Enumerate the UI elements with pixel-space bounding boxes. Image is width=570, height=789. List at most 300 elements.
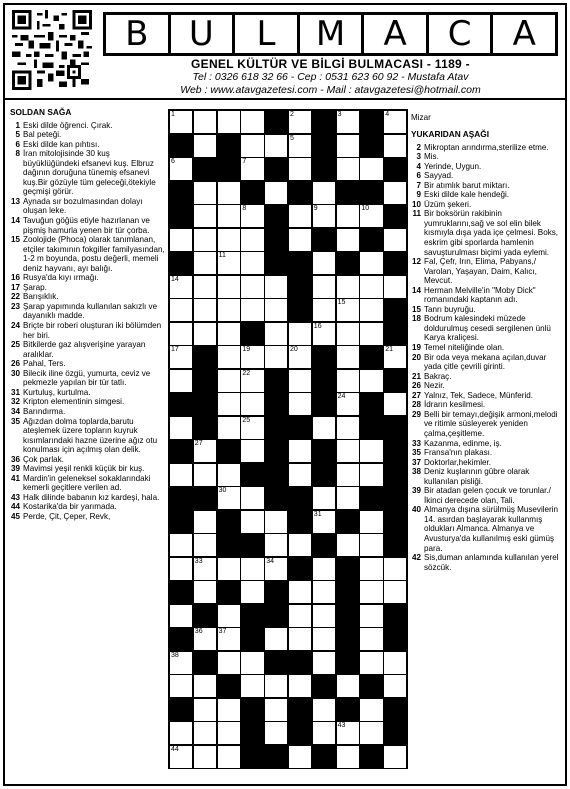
- grid-cell[interactable]: [240, 298, 264, 322]
- grid-cell-black: [288, 275, 312, 299]
- web-mail-line: Web : www.atavgazetesi.com - Mail : atavgazetesi@hotmail.com: [180, 84, 481, 96]
- grid-cell[interactable]: [169, 721, 193, 745]
- grid-cell[interactable]: [312, 557, 336, 581]
- grid-cell[interactable]: [169, 674, 193, 698]
- grid-cell[interactable]: [264, 557, 288, 581]
- across-clue: [10, 216, 166, 235]
- down-clue: [411, 439, 561, 449]
- grid-cell[interactable]: [217, 557, 241, 581]
- clue-text: Barındırma.: [23, 406, 66, 416]
- grid-cell[interactable]: [288, 157, 312, 181]
- grid-cell[interactable]: [383, 134, 407, 158]
- clue-text: Kurtuluş, kurtulma.: [23, 387, 91, 397]
- grid-cell[interactable]: [359, 627, 383, 651]
- grid-cell[interactable]: [359, 439, 383, 463]
- clue-number: 18: [411, 314, 421, 324]
- down-clue: [411, 448, 561, 458]
- grid-cell[interactable]: [240, 557, 264, 581]
- grid-cell[interactable]: [193, 745, 217, 769]
- grid-cell-black: [359, 416, 383, 440]
- grid-cell[interactable]: [383, 557, 407, 581]
- grid-cell-black: [240, 604, 264, 628]
- grid-cell[interactable]: [288, 533, 312, 557]
- clue-number: 26: [10, 359, 20, 369]
- grid-cell[interactable]: [288, 604, 312, 628]
- grid-cell[interactable]: [312, 627, 336, 651]
- grid-cell[interactable]: [193, 463, 217, 487]
- grid-cell-black: [288, 651, 312, 675]
- grid-cell[interactable]: [169, 369, 193, 393]
- across-clue-list: [10, 121, 166, 522]
- grid-cell[interactable]: [217, 228, 241, 252]
- clue-number: 39: [411, 486, 421, 496]
- grid-cell-black: [169, 204, 193, 228]
- cell-number: 14: [171, 275, 179, 283]
- down-clue: [411, 257, 561, 286]
- grid-cell[interactable]: [169, 322, 193, 346]
- grid-cell[interactable]: [359, 557, 383, 581]
- grid-cell-black: [169, 392, 193, 416]
- grid-cell[interactable]: [264, 181, 288, 205]
- down-clue: [411, 286, 561, 305]
- clue-number: 19: [411, 343, 421, 353]
- grid-cell[interactable]: [169, 228, 193, 252]
- cell-number: 25: [242, 416, 251, 424]
- clue-text: Bilecik iline özgü, yumurta, ceviz ve pekmezle yapılan bir tür tatlı.: [23, 368, 151, 388]
- grid-cell[interactable]: [312, 698, 336, 722]
- grid-cell[interactable]: [359, 298, 383, 322]
- cell-number: 5: [290, 134, 294, 142]
- grid-cell[interactable]: [336, 345, 360, 369]
- grid-cell[interactable]: [169, 463, 193, 487]
- cell-number: 22: [242, 369, 251, 377]
- grid-cell[interactable]: [336, 110, 360, 134]
- grid-cell-black: [383, 533, 407, 557]
- grid-cell[interactable]: [383, 392, 407, 416]
- grid-cell[interactable]: [240, 134, 264, 158]
- grid-cell[interactable]: [336, 392, 360, 416]
- grid-cell[interactable]: [312, 721, 336, 745]
- clue-number: 13: [10, 196, 20, 206]
- grid-cell-black: [193, 369, 217, 393]
- grid-cell[interactable]: [193, 298, 217, 322]
- grid-cell[interactable]: [359, 604, 383, 628]
- clue-number: 29: [411, 409, 421, 419]
- grid-cell[interactable]: [217, 698, 241, 722]
- grid-cell[interactable]: [264, 134, 288, 158]
- clue-number: 43: [10, 492, 20, 502]
- clue-text: Sayyad.: [424, 171, 454, 181]
- down-clue: [411, 200, 561, 210]
- grid-cell[interactable]: [359, 580, 383, 604]
- grid-cell[interactable]: [169, 533, 193, 557]
- clue-text: Bakraç.: [424, 371, 452, 381]
- grid-cell[interactable]: [240, 510, 264, 534]
- clue-text: Kazanma, edinme, iş.: [424, 438, 502, 448]
- grid-cell[interactable]: [312, 298, 336, 322]
- grid-cell[interactable]: [288, 674, 312, 698]
- grid-cell-black: [383, 486, 407, 510]
- grid-cell-black: [312, 134, 336, 158]
- grid-cell[interactable]: [169, 604, 193, 628]
- grid-cell[interactable]: [359, 157, 383, 181]
- clue-text: Aynada sır bozulmasından dolayı oluşan leke.: [23, 196, 143, 216]
- clue-text: Rusya'da kıyı ırmağı.: [23, 273, 99, 283]
- grid-cell[interactable]: [383, 651, 407, 675]
- grid-cell[interactable]: [359, 251, 383, 275]
- grid-cell[interactable]: [169, 745, 193, 769]
- grid-cell[interactable]: [264, 627, 288, 651]
- grid-cell[interactable]: [217, 604, 241, 628]
- down-clue: [411, 486, 561, 505]
- cell-number: 20: [290, 346, 298, 353]
- grid-cell[interactable]: [217, 392, 241, 416]
- across-clue: [10, 283, 166, 293]
- clue-number: 7: [416, 180, 421, 190]
- grid-cell[interactable]: [383, 228, 407, 252]
- grid-cell-black: [312, 228, 336, 252]
- grid-cell[interactable]: [288, 345, 312, 369]
- clue-number: 30: [10, 368, 20, 378]
- clue-number: 3: [416, 152, 421, 162]
- grid-cell[interactable]: [336, 416, 360, 440]
- grid-cell[interactable]: [359, 275, 383, 299]
- cell-number: 43: [337, 722, 346, 729]
- grid-cell[interactable]: [217, 275, 241, 299]
- grid-cell-black: [217, 157, 241, 181]
- clue-text: Eski dilde kan pıhtısı.: [23, 139, 100, 149]
- grid-cell-black: [336, 604, 360, 628]
- grid-cell[interactable]: [193, 674, 217, 698]
- grid-cell[interactable]: [169, 110, 193, 134]
- grid-cell[interactable]: [312, 651, 336, 675]
- grid-cell[interactable]: [217, 627, 241, 651]
- grid-cell[interactable]: [312, 204, 336, 228]
- across-clues-column: [10, 108, 166, 522]
- puzzle-subtitle: GENEL KÜLTÜR VE BİLGİ BULMACASI - 1189 -: [191, 57, 470, 71]
- grid-cell[interactable]: [288, 627, 312, 651]
- crossword-grid: [168, 109, 408, 769]
- grid-cell[interactable]: [193, 228, 217, 252]
- grid-cell[interactable]: [288, 369, 312, 393]
- grid-cell[interactable]: [359, 698, 383, 722]
- grid-cell[interactable]: [193, 181, 217, 205]
- grid-cell[interactable]: [359, 651, 383, 675]
- grid-cell[interactable]: [264, 533, 288, 557]
- grid-cell-black: [312, 674, 336, 698]
- cell-number: 38: [171, 651, 179, 659]
- down-clue: [411, 400, 561, 410]
- grid-cell[interactable]: [383, 345, 407, 369]
- clue-number: 5: [15, 130, 20, 140]
- grid-cell[interactable]: [240, 486, 264, 510]
- grid-cell[interactable]: [312, 322, 336, 346]
- clue-number: 27: [411, 390, 421, 400]
- grid-cell[interactable]: [288, 204, 312, 228]
- grid-cell[interactable]: [169, 275, 193, 299]
- grid-cell[interactable]: [336, 275, 360, 299]
- grid-cell[interactable]: [383, 181, 407, 205]
- clue-text: Fal, Çefr, Irın, Elima, Pabyans,/ Varolan, Yaşayan, Daim, Kalıcı, Mevcut.: [424, 257, 537, 286]
- grid-cell-black: [359, 228, 383, 252]
- grid-cell-black: [312, 533, 336, 557]
- grid-cell[interactable]: [217, 204, 241, 228]
- across-clue: [10, 140, 166, 150]
- grid-cell[interactable]: [264, 721, 288, 745]
- grid-cell[interactable]: [240, 157, 264, 181]
- grid-cell[interactable]: [193, 533, 217, 557]
- grid-cell[interactable]: [240, 369, 264, 393]
- grid-cell[interactable]: [383, 745, 407, 769]
- clue-text: İran mitolojisinde 30 kuş büyüklüğündeki efsanevi kuş. Elbruz dağının doruğuna tünemiş efsanevi kuş.Bir gözüyle tüm geleceği,ötekiyle geçmişi görür.: [23, 149, 156, 197]
- grid-cell[interactable]: [169, 345, 193, 369]
- clue-number: 44: [10, 502, 20, 512]
- grid-cell-black: [169, 181, 193, 205]
- grid-cell[interactable]: [336, 721, 360, 745]
- cell-number: 15: [337, 299, 346, 306]
- grid-cell[interactable]: [359, 322, 383, 346]
- across-clue: [10, 149, 166, 197]
- clue-number: 14: [10, 216, 20, 226]
- grid-cell[interactable]: [359, 204, 383, 228]
- grid-cell-black: [217, 674, 241, 698]
- grid-cell[interactable]: [336, 322, 360, 346]
- grid-cell[interactable]: [169, 298, 193, 322]
- grid-cell[interactable]: [312, 604, 336, 628]
- clue-text: Zoolojide (Phoca) olarak tanımlanan, etçiler takımının fokgiller familyasından, 1-2 m boyunda, postu değerli, memeli deniz hayvanı, ayı balığı.: [23, 235, 165, 273]
- clue-number: 31: [10, 387, 20, 397]
- grid-cell[interactable]: [336, 298, 360, 322]
- grid-cell-black: [169, 486, 193, 510]
- grid-cell[interactable]: [193, 557, 217, 581]
- across-clue: [10, 407, 166, 417]
- grid-cell[interactable]: [288, 439, 312, 463]
- grid-cell[interactable]: [288, 463, 312, 487]
- grid-cell[interactable]: [336, 157, 360, 181]
- grid-cell[interactable]: [359, 721, 383, 745]
- grid-cell[interactable]: [193, 510, 217, 534]
- grid-cell-black: [264, 604, 288, 628]
- clue-text: Herman Melville'in "Moby Dick" romanındaki kaptanın adı.: [424, 285, 536, 305]
- grid-cell[interactable]: [312, 181, 336, 205]
- grid-cell-black: [264, 745, 288, 769]
- grid-cell[interactable]: [359, 463, 383, 487]
- clue-text: Bir oda veya mekana açılan,duvar yada çitle çevrili girinti.: [424, 352, 547, 372]
- grid-cell[interactable]: [217, 345, 241, 369]
- clue-text: Tavuğun göğüs etiyle hazırlanan ve pişmiş hamurla yenen bir tür çorba.: [23, 216, 150, 235]
- clue-text: Barışıklık.: [23, 292, 59, 302]
- clue-text: Üzüm şekeri.: [424, 199, 472, 209]
- grid-cell[interactable]: [193, 275, 217, 299]
- grid-cell[interactable]: [240, 392, 264, 416]
- grid-cell-black: [312, 745, 336, 769]
- grid-cell-black: [193, 157, 217, 181]
- cell-number: 44: [171, 745, 179, 753]
- grid-cell[interactable]: [336, 463, 360, 487]
- across-clue: [10, 455, 166, 465]
- grid-cell[interactable]: [288, 110, 312, 134]
- grid-cell[interactable]: [359, 510, 383, 534]
- grid-cell-black: [336, 627, 360, 651]
- cell-number: 37: [218, 628, 227, 635]
- grid-cell[interactable]: [240, 275, 264, 299]
- grid-cell-black: [288, 486, 312, 510]
- grid-cell-black: [336, 510, 360, 534]
- grid-cell[interactable]: [217, 463, 241, 487]
- grid-cell[interactable]: [264, 345, 288, 369]
- grid-cell[interactable]: [217, 251, 241, 275]
- grid-cell[interactable]: [193, 251, 217, 275]
- clue-number: 20: [411, 352, 421, 362]
- grid-cell[interactable]: [240, 651, 264, 675]
- grid-cell[interactable]: [336, 533, 360, 557]
- grid-cell[interactable]: [336, 204, 360, 228]
- clue-text: Perde, Çit, Çeper, Revk,: [23, 511, 111, 521]
- grid-cell[interactable]: [383, 275, 407, 299]
- grid-cell-black: [359, 392, 383, 416]
- grid-cell[interactable]: [312, 486, 336, 510]
- clue-text: Deniz kuşlarının gübre olarak kullanılan pisliği.: [424, 467, 530, 486]
- grid-cell[interactable]: [359, 369, 383, 393]
- grid-cell[interactable]: [359, 533, 383, 557]
- grid-cell[interactable]: [240, 416, 264, 440]
- down-clue: [411, 343, 561, 353]
- grid-cell[interactable]: [312, 416, 336, 440]
- grid-cell[interactable]: [240, 110, 264, 134]
- down-clue: [411, 171, 561, 181]
- grid-cell[interactable]: [217, 745, 241, 769]
- cell-number: 19: [242, 346, 251, 353]
- grid-cell[interactable]: [288, 134, 312, 158]
- grid-cell[interactable]: [169, 157, 193, 181]
- grid-cell[interactable]: [264, 275, 288, 299]
- grid-cell[interactable]: [288, 322, 312, 346]
- grid-cell[interactable]: [240, 251, 264, 275]
- grid-cell[interactable]: [240, 580, 264, 604]
- grid-cell[interactable]: [336, 486, 360, 510]
- grid-cell[interactable]: [336, 745, 360, 769]
- down-clue: [411, 410, 561, 439]
- grid-cell[interactable]: [240, 674, 264, 698]
- grid-cell-black: [336, 580, 360, 604]
- grid-cell-black: [359, 134, 383, 158]
- down-heading: YUKARIDAN AŞAĞI: [411, 129, 490, 139]
- grid-cell[interactable]: [217, 322, 241, 346]
- grid-cell-black: [240, 745, 264, 769]
- grid-cell[interactable]: [264, 698, 288, 722]
- grid-cell[interactable]: [288, 392, 312, 416]
- down-clue: [411, 381, 561, 391]
- grid-cell[interactable]: [264, 322, 288, 346]
- grid-cell[interactable]: [240, 345, 264, 369]
- grid-cell[interactable]: [193, 134, 217, 158]
- grid-cell[interactable]: [336, 228, 360, 252]
- grid-cell-black: [217, 134, 241, 158]
- grid-cell[interactable]: [193, 110, 217, 134]
- grid-cell-black: [383, 439, 407, 463]
- grid-cell[interactable]: [217, 110, 241, 134]
- grid-cell[interactable]: [193, 580, 217, 604]
- grid-cell[interactable]: [169, 557, 193, 581]
- grid-cell[interactable]: [217, 651, 241, 675]
- grid-cell[interactable]: [264, 510, 288, 534]
- clue-number: 12: [411, 257, 421, 267]
- clue-number: 41: [10, 473, 20, 483]
- grid-cell[interactable]: [217, 486, 241, 510]
- grid-cell[interactable]: [312, 275, 336, 299]
- grid-cell-black: [217, 580, 241, 604]
- clue-number: 22: [10, 292, 20, 302]
- grid-cell[interactable]: [336, 674, 360, 698]
- down-clue: [411, 458, 561, 468]
- grid-cell-black: [193, 604, 217, 628]
- grid-cell[interactable]: [312, 580, 336, 604]
- clue-text: Yalnız, Tek, Sadece, Münferid.: [424, 390, 534, 400]
- grid-cell[interactable]: [312, 251, 336, 275]
- qr-code-graphic: [12, 10, 92, 90]
- cell-number: 10: [361, 205, 370, 212]
- clue-text: Mardin'in geleneksel sokaklarındaki kemerli geçitlere verilen ad.: [23, 473, 151, 493]
- grid-cell[interactable]: [193, 721, 217, 745]
- grid-cell[interactable]: [288, 745, 312, 769]
- grid-cell[interactable]: [217, 369, 241, 393]
- grid-cell[interactable]: [336, 369, 360, 393]
- grid-cell[interactable]: [193, 627, 217, 651]
- grid-cell[interactable]: [336, 439, 360, 463]
- grid-cell[interactable]: [336, 134, 360, 158]
- grid-cell[interactable]: [217, 298, 241, 322]
- clue-number: 4: [416, 161, 421, 171]
- grid-cell[interactable]: [264, 298, 288, 322]
- grid-cell[interactable]: [193, 439, 217, 463]
- grid-cell[interactable]: [312, 510, 336, 534]
- grid-cell[interactable]: [217, 416, 241, 440]
- grid-cell[interactable]: [193, 322, 217, 346]
- grid-cell[interactable]: [240, 204, 264, 228]
- mizar-label: Mizar: [411, 113, 431, 122]
- clue-text: Halk dilinde babanın kız kardeşi, hala.: [23, 492, 160, 502]
- across-clue: [10, 321, 166, 340]
- grid-cell[interactable]: [383, 110, 407, 134]
- grid-cell[interactable]: [383, 580, 407, 604]
- clue-text: Nezir.: [424, 381, 445, 391]
- grid-cell[interactable]: [240, 439, 264, 463]
- title-letter: U: [171, 15, 233, 53]
- clue-number: 1: [15, 120, 20, 130]
- grid-cell[interactable]: [217, 181, 241, 205]
- clue-number: 39: [10, 464, 20, 474]
- grid-cell-black: [264, 416, 288, 440]
- title-letter: B: [106, 15, 168, 53]
- grid-cell-black: [169, 134, 193, 158]
- grid-cell[interactable]: [169, 416, 193, 440]
- grid-cell[interactable]: [288, 580, 312, 604]
- grid-cell-black: [193, 392, 217, 416]
- clue-text: Fransa'nın plakası.: [424, 448, 493, 458]
- grid-cell[interactable]: [193, 698, 217, 722]
- grid-cell-black: [193, 486, 217, 510]
- across-clue: [10, 302, 166, 321]
- grid-cell[interactable]: [193, 204, 217, 228]
- grid-cell[interactable]: [288, 228, 312, 252]
- grid-cell[interactable]: [264, 674, 288, 698]
- grid-cell[interactable]: [383, 674, 407, 698]
- grid-cell[interactable]: [240, 228, 264, 252]
- grid-cell[interactable]: [217, 721, 241, 745]
- clue-number: 26: [411, 381, 421, 391]
- down-clue: [411, 190, 561, 200]
- grid-cell[interactable]: [169, 651, 193, 675]
